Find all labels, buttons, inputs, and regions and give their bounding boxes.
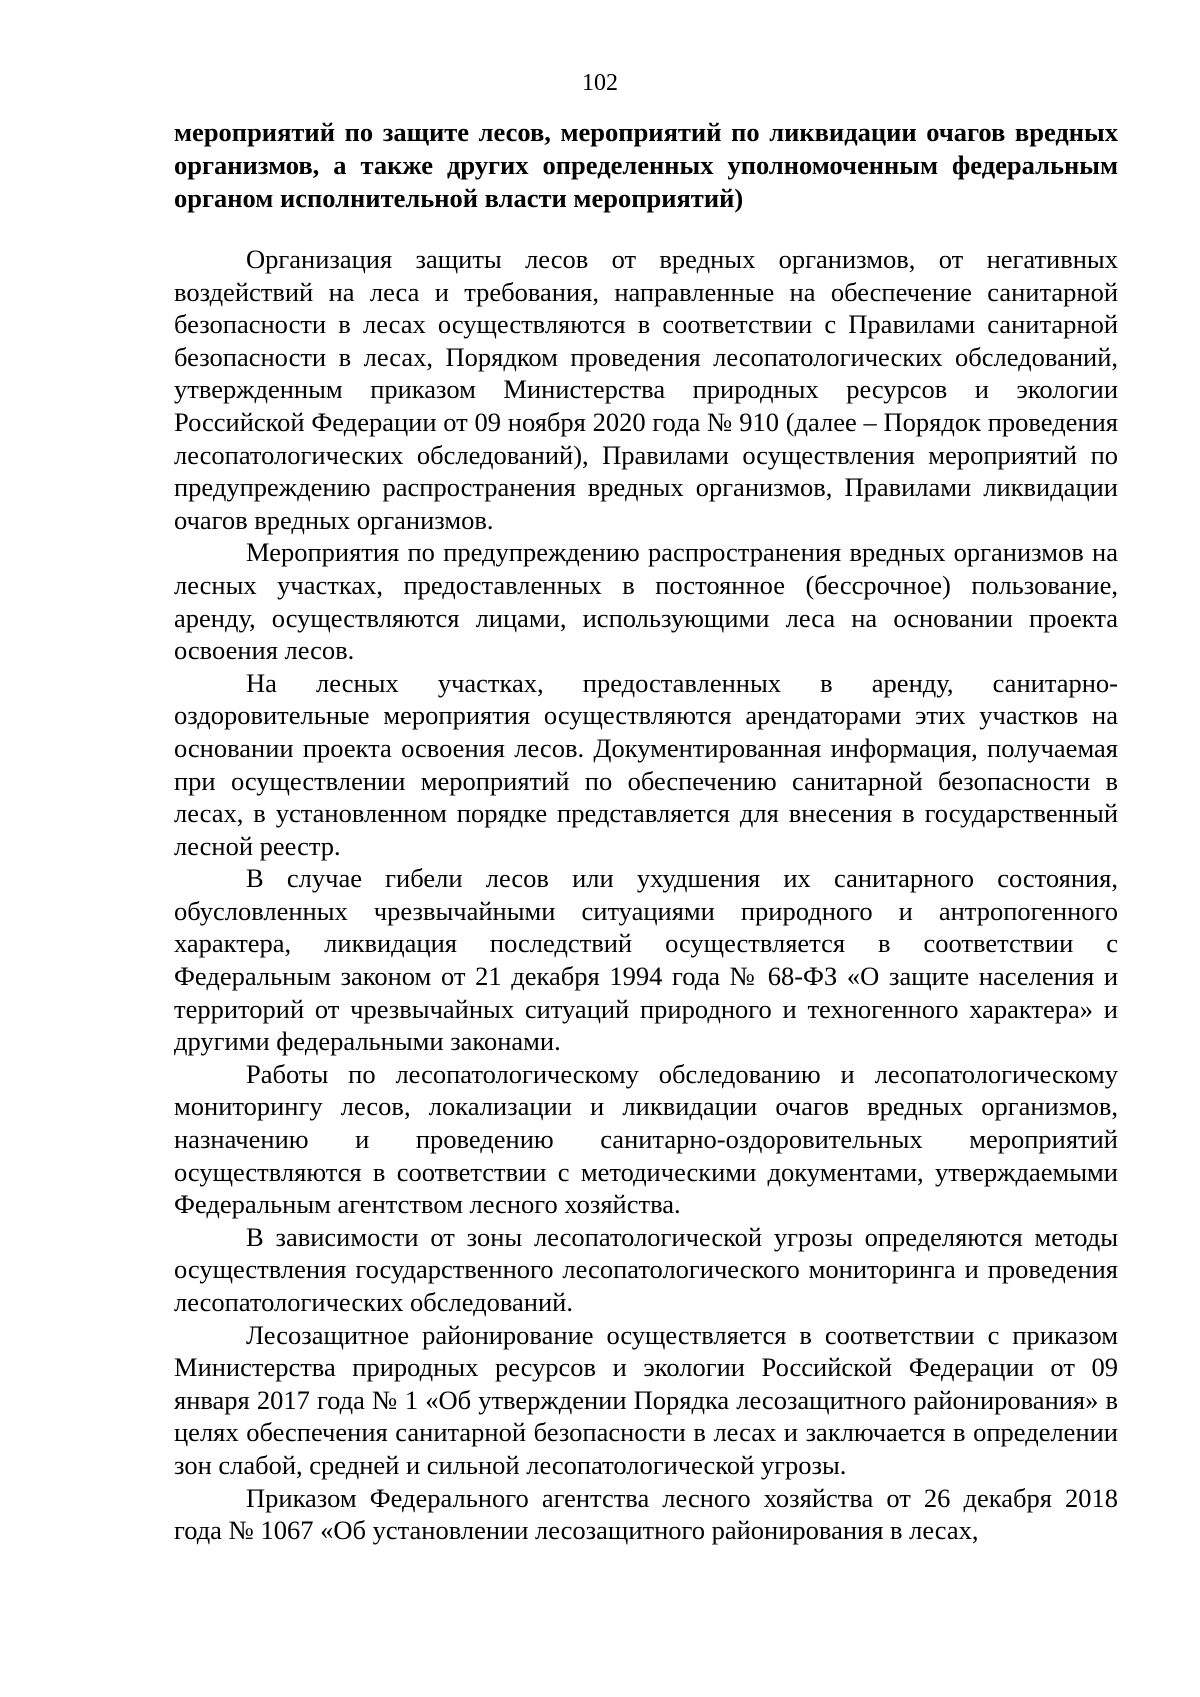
paragraph-3: На лесных участках, предоставленных в аренду, санитарно-оздоровительные мероприятия осуществляются арендаторами этих участков на основании проекта освоения лесов. Документированная информация, получаемая при осуществлении мероприятий по обеспечению санитарной безопасности в лесах, в установленном порядке представляется для внесения в государственный лесной реестр. <box>174 667 1118 861</box>
paragraph-1: Организация защиты лесов от вредных организмов, от негативных воздействий на леса и требования, направленные на обеспечение санитарной безопасности в лесах осуществляются в соответствии с Правилами санитарной безопасности в лесах, Порядком проведения лесопатологических обследований, утвержденным приказом Министерства природных ресурсов и экологии Российской Федерации от 09 ноября 2020 года № 910 (далее – Порядок проведения лесопатологических обследований), Правилами осуществления мероприятий по предупреждению распространения вредных организмов, Правилами ликвидации очагов вредных организмов. <box>174 244 1118 535</box>
paragraph-2: Мероприятия по предупреждению распространения вредных организмов на лесных участках, предоставленных в постоянное (бессрочное) пользование, аренду, осуществляются лицами, использующими леса на основании проекта освоения лесов. <box>174 537 1118 666</box>
paragraph-8: Приказом Федерального агентства лесного хозяйства от 26 декабря 2018 года № 1067 «Об установлении лесозащитного районирования в лесах, <box>174 1482 1118 1546</box>
paragraph-7: Лесозащитное районирование осуществляется в соответствии с приказом Министерства природных ресурсов и экологии Российской Федерации от 09 января 2017 года № 1 «Об утверждении Порядка лесозащитного районирования» в целях обеспечения санитарной безопасности в лесах и заключается в определении зон слабой, средней и сильной лесопатологической угрозы. <box>174 1319 1118 1480</box>
paragraph-5: Работы по лесопатологическому обследованию и лесопатологическому мониторингу лесов, локализации и ликвидации очагов вредных организмов, назначению и проведению санитарно-оздоровительных мероприятий осуществляются в соответствии с методическими документами, утверждаемыми Федеральным агентством лесного хозяйства. <box>174 1058 1118 1220</box>
body-text <box>174 243 1118 1547</box>
section-heading: мероприятий по защите лесов, мероприятий по ликвидации очагов вредных организмов, а также других определенных уполномоченным федеральным органом исполнительной власти мероприятий) <box>174 117 1118 213</box>
paragraph-4: В случае гибели лесов или ухудшения их санитарного состояния, обусловленных чрезвычайными ситуациями природного и антропогенного характера, ликвидация последствий осуществляется в соответствии с Федеральным законом от 21 декабря 1994 года № 68-ФЗ «О защите населения и территорий от чрезвычайных ситуаций природного и техногенного характера» и другими федеральными законами. <box>174 863 1118 1057</box>
paragraph-6: В зависимости от зоны лесопатологической угрозы определяются методы осуществления государственного лесопатологического мониторинга и проведения лесопатологических обследований. <box>174 1221 1118 1317</box>
page-number: 102 <box>582 70 618 96</box>
page-content <box>174 116 1118 1547</box>
